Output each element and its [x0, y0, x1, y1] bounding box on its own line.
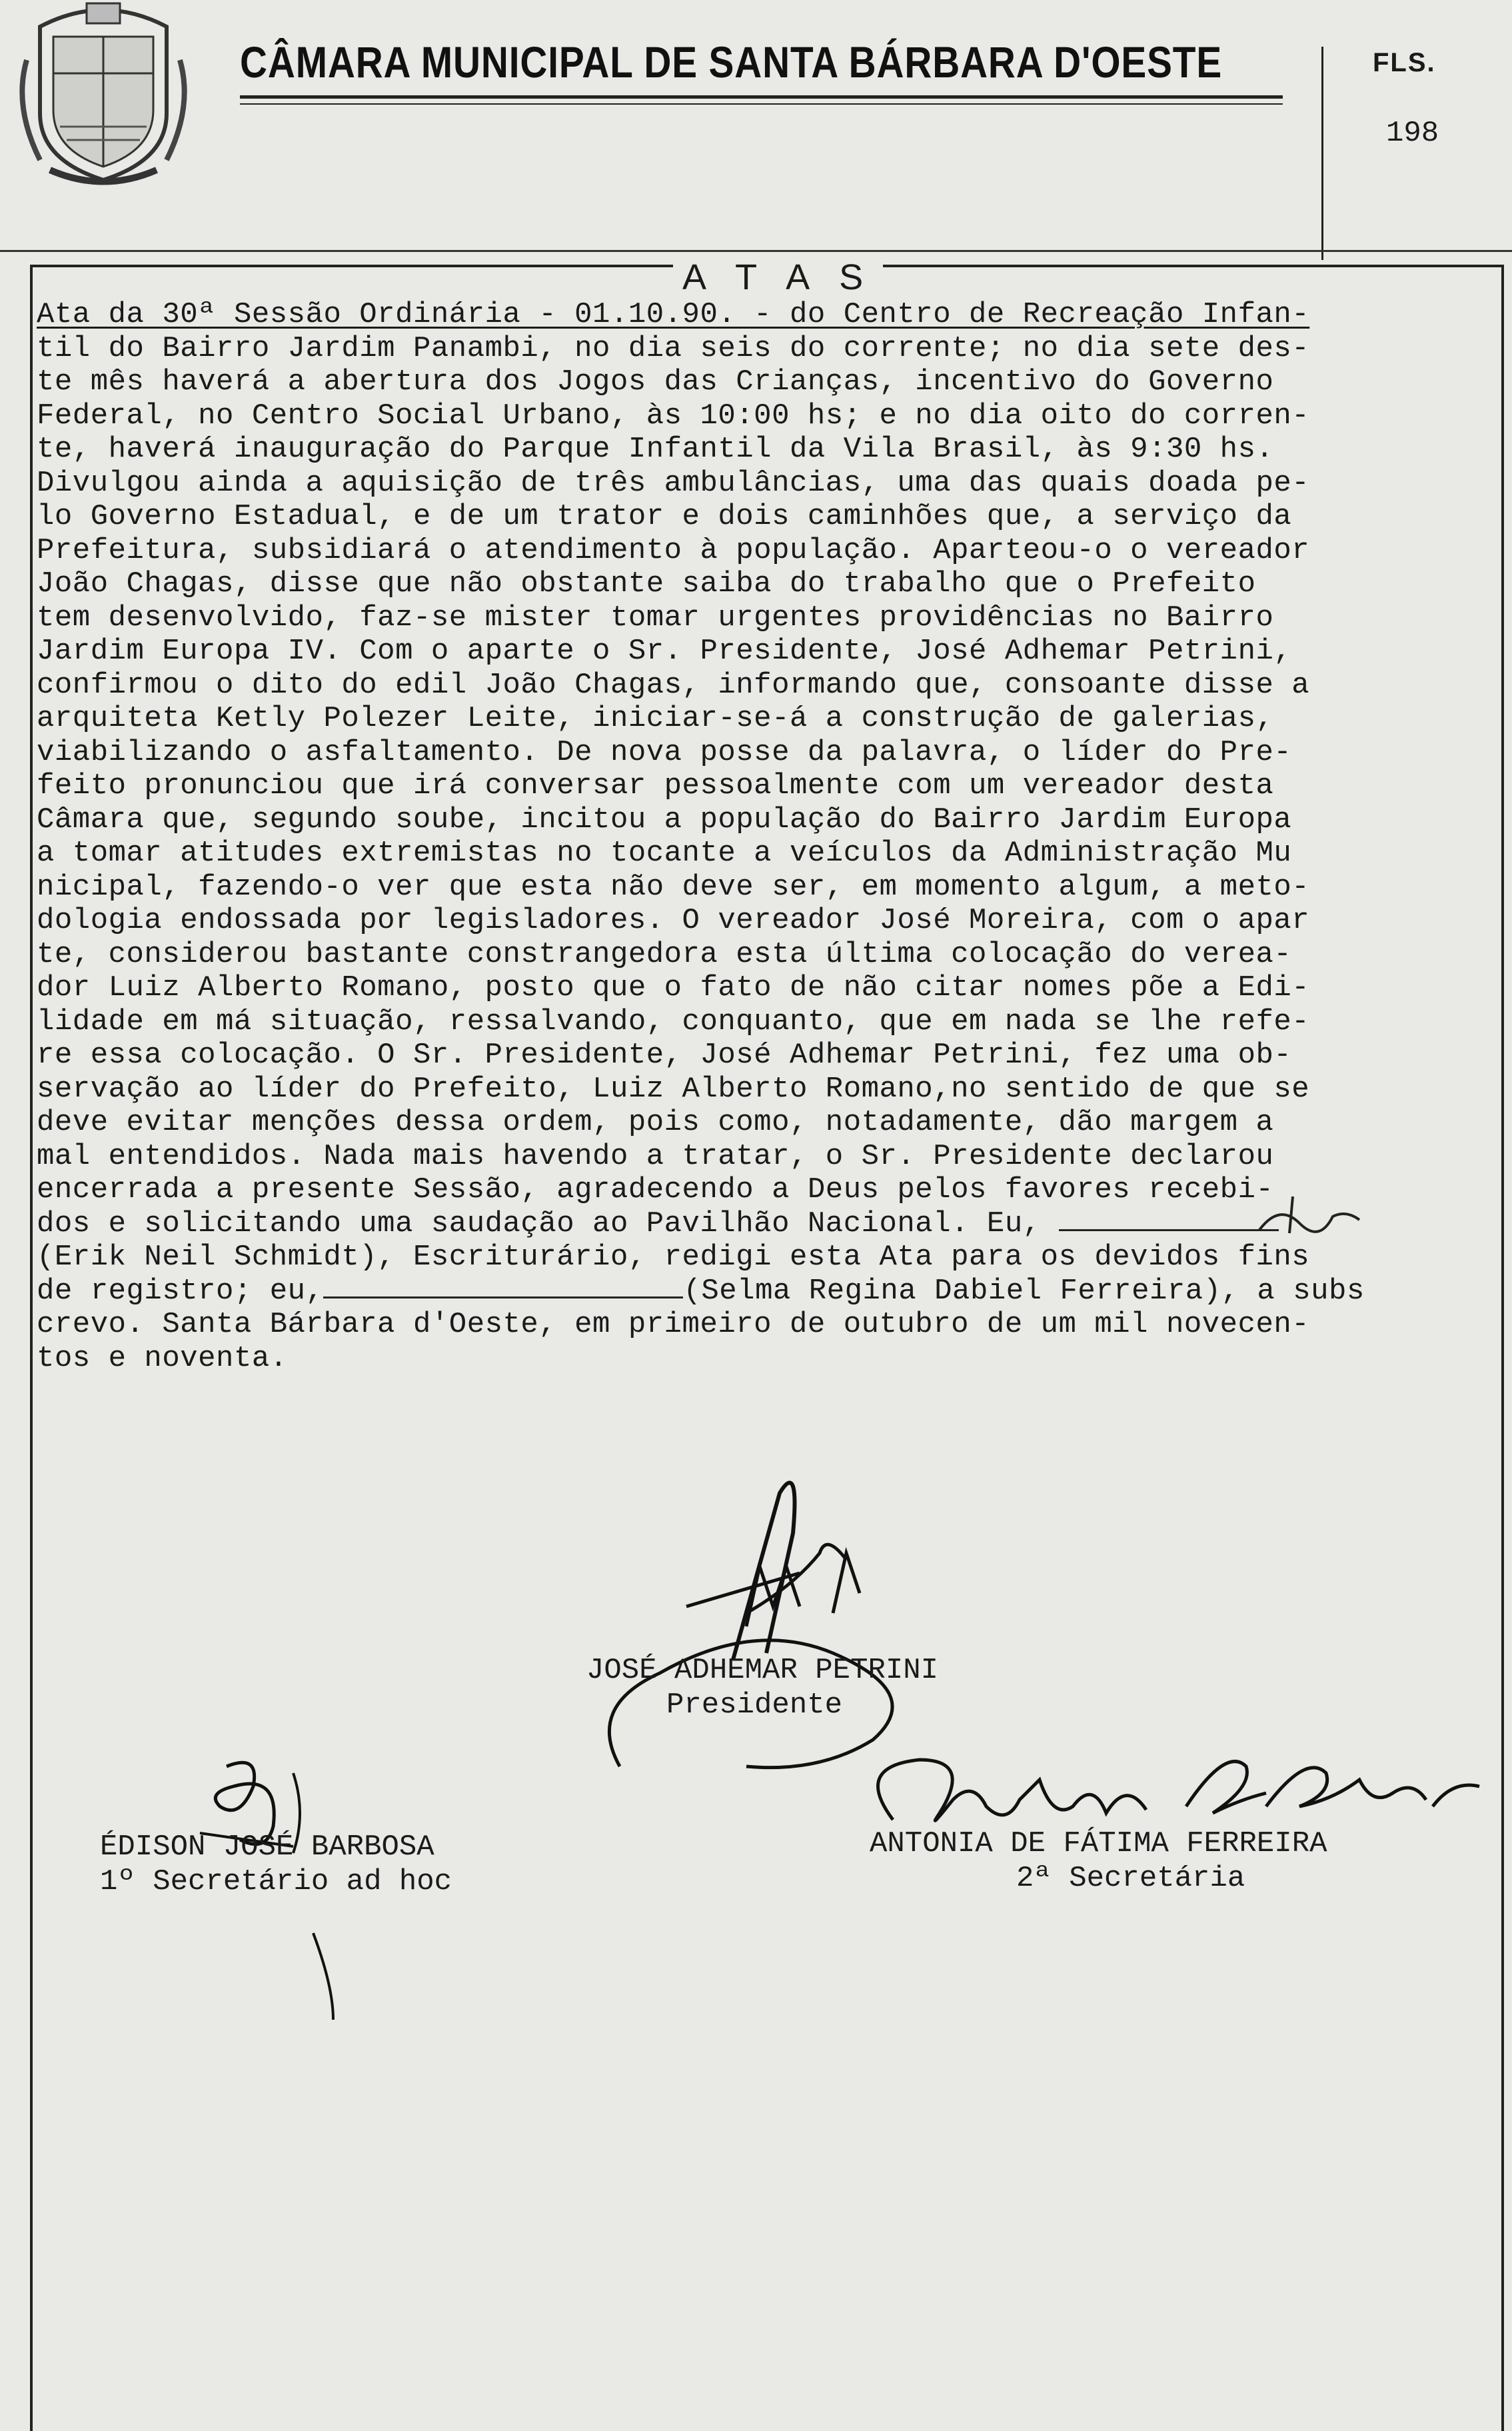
president-name: JOSÉ ADHEMAR PETRINI — [586, 1654, 939, 1687]
folio-number: 198 — [1386, 117, 1439, 150]
first-secretary-name: ÉDISON JOSÉ BARBOSA — [100, 1830, 434, 1864]
section-title: A T A S — [673, 257, 883, 298]
folio-label: FLS. — [1373, 48, 1436, 77]
signature-blank — [323, 1276, 683, 1298]
text-line: lidade em má situação, ressalvando, conquanto, que em nada se lhe refe- — [37, 1005, 1310, 1039]
text-line: feito pronunciou que irá conversar pessoalmente com um vereador desta — [37, 769, 1274, 803]
text-line: lo Governo Estadual, e de um trator e dois caminhões que, a serviço da — [37, 500, 1292, 533]
first-secretary-role: 1º Secretário ad hoc — [100, 1865, 452, 1898]
municipal-crest-icon — [13, 0, 193, 200]
text-line: encerrada a presente Sessão, agradecendo a Deus pelos favores recebi- — [37, 1173, 1274, 1207]
text-line: mal entendidos. Nada mais havendo a tratar, o Sr. Presidente declarou — [37, 1139, 1274, 1173]
text-line: re essa colocação. O Sr. Presidente, José Adhemar Petrini, fez uma ob- — [37, 1039, 1292, 1072]
text-line: Câmara que, segundo soube, incitou a população do Bairro Jardim Europa — [37, 803, 1292, 837]
text-line: te mês haverá a abertura dos Jogos das Crianças, incentivo do Governo — [37, 365, 1274, 399]
text-segment: (Selma Regina Dabiel Ferreira), a subs — [683, 1274, 1365, 1308]
text-line: te, considerou bastante constrangedora esta última colocação do verea- — [37, 937, 1292, 971]
text-line — [37, 298, 1503, 332]
text-line: tem desenvolvido, faz-se mister tomar urgentes providências no Bairro — [37, 601, 1274, 635]
institution-title: CÂMARA MUNICIPAL DE SANTA BÁRBARA D'OESTE — [240, 37, 1223, 87]
minutes-heading: Ata da 30ª Sessão Ordinária - 01.10.90. - do Centro de Recreação Infan- — [37, 298, 1310, 331]
text-line: tos e noventa. — [37, 1341, 288, 1375]
text-line — [37, 1274, 1503, 1308]
text-line: til do Bairro Jardim Panambi, no dia seis do corrente; no dia sete des- — [37, 331, 1310, 365]
text-line: João Chagas, disse que não obstante saiba do trabalho que o Prefeito — [37, 567, 1256, 601]
text-line: dor Luiz Alberto Romano, posto que o fato de não citar nomes põe a Edi- — [37, 971, 1310, 1005]
text-segment: de registro; eu, — [37, 1274, 324, 1308]
text-line: (Erik Neil Schmidt), Escriturário, redigi esta Ata para os devidos fins — [37, 1240, 1310, 1274]
frame-top-rule — [0, 250, 1512, 252]
header-rule-thin — [240, 103, 1283, 105]
text-line: dologia endossada por legisladores. O vereador José Moreira, com o apar — [37, 904, 1310, 937]
second-secretary-role: 2ª Secretária — [1016, 1862, 1245, 1895]
text-line: a tomar atitudes extremistas no tocante a veículos da Administração Mu — [37, 837, 1292, 870]
text-segment: dos e solicitando uma saudação ao Pavilhão Nacional. Eu, — [37, 1207, 1041, 1240]
text-line: deve evitar menções dessa ordem, pois como, notadamente, dão margem a — [37, 1106, 1274, 1139]
text-line: viabilizando o asfaltamento. De nova posse da palavra, o líder do Pre- — [37, 735, 1292, 769]
clerk-signature-icon — [1253, 1190, 1373, 1243]
text-line: Federal, no Centro Social Urbano, às 10:00 hs; e no dia oito do corren- — [37, 399, 1310, 433]
president-role: Presidente — [666, 1688, 843, 1722]
text-line: crevo. Santa Bárbara d'Oeste, em primeiro de outubro de um mil novecen- — [37, 1308, 1310, 1341]
text-line: te, haverá inauguração do Parque Infantil da Vila Brasil, às 9:30 hs. — [37, 433, 1274, 466]
text-line: nicipal, fazendo-o ver que esta não deve ser, em momento algum, a meto- — [37, 870, 1310, 904]
text-line: arquiteta Ketly Polezer Leite, iniciar-se-á a construção de galerias, — [37, 702, 1274, 735]
text-line: Divulgou ainda a aquisição de três ambulâncias, uma das quais doada pe- — [37, 466, 1310, 500]
header-rule — [240, 95, 1283, 99]
text-line: confirmou o dito do edil João Chagas, informando que, consoante disse a — [37, 668, 1310, 702]
second-secretary-name: ANTONIA DE FÁTIMA FERREIRA — [870, 1827, 1327, 1860]
text-line: Jardim Europa IV. Com o aparte o Sr. Presidente, José Adhemar Petrini, — [37, 635, 1292, 668]
text-line: servação ao líder do Prefeito, Luiz Alberto Romano,no sentido de que se — [37, 1072, 1310, 1106]
text-line: Prefeitura, subsidiará o atendimento à população. Aparteou-o o vereador — [37, 533, 1310, 567]
signature-blank — [1059, 1209, 1279, 1231]
folio-divider — [1321, 47, 1323, 260]
